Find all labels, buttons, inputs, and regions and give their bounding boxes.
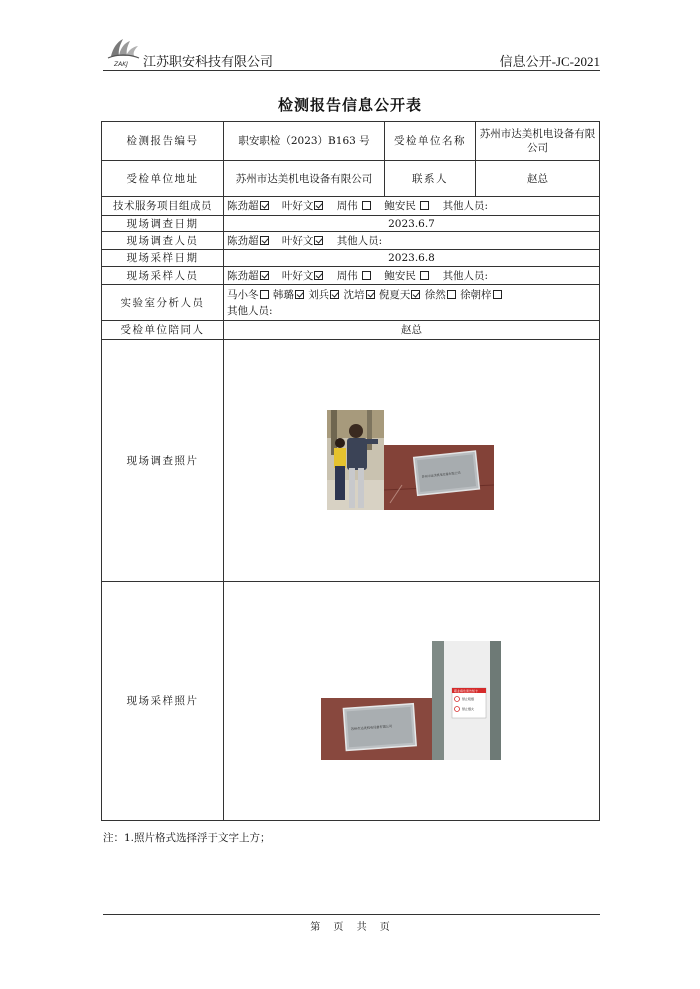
checkbox-unchecked <box>493 290 502 299</box>
checkbox-checked <box>314 236 323 245</box>
report-no-value: 职安职检（2023）B163 号 <box>224 122 385 161</box>
checkbox-checked <box>260 236 269 245</box>
sampling-date-value: 2023.6.8 <box>224 250 600 267</box>
survey-date-value: 2023.6.7 <box>224 216 600 232</box>
checkbox-unchecked <box>362 271 371 280</box>
table-row <box>102 216 600 232</box>
surveyor-name: 陈劲超 <box>227 234 259 247</box>
table-row <box>102 582 600 821</box>
sampling-date-label: 现场采样日期 <box>102 250 224 267</box>
other-surveyors: 其他人员: <box>336 234 383 247</box>
svg-text:苏州市达美机电设备有限公司: 苏州市达美机电设备有限公司 <box>350 724 393 732</box>
checkbox-checked <box>330 290 339 299</box>
table-row <box>102 285 600 321</box>
other-analysts: 其他人员: <box>227 304 273 317</box>
page-number: 第 页 共 页 <box>310 922 390 933</box>
escort-label: 受检单位陪同人 <box>102 321 224 340</box>
checkbox-checked <box>411 290 420 299</box>
company-logo <box>105 34 141 68</box>
surveyors-label: 现场调查人员 <box>102 232 224 250</box>
checkbox-checked <box>295 290 304 299</box>
header-divider <box>103 70 600 71</box>
svg-text:ZAKJ: ZAKJ <box>114 61 128 68</box>
sampling-photos-label: 现场采样照片 <box>102 582 224 821</box>
table-row <box>102 267 600 285</box>
samplers-label: 现场采样人员 <box>102 267 224 285</box>
sampler-name: 周伟 <box>336 269 358 282</box>
survey-photos-cell <box>224 340 600 582</box>
checkbox-unchecked <box>362 201 371 210</box>
survey-photo-plaque <box>384 445 494 510</box>
analyst-name: 马小冬 <box>227 288 259 301</box>
sampling-photo-warning-sign <box>432 641 501 760</box>
analyst-name: 韩璐 <box>272 288 294 301</box>
table-row <box>102 321 600 340</box>
lab-analysts-list <box>224 285 600 321</box>
survey-photo-people <box>327 410 384 510</box>
footer-divider <box>103 914 600 915</box>
company-name: 江苏职安科技有限公司 <box>143 55 274 70</box>
sampling-photos-cell <box>224 582 600 821</box>
survey-date-label: 现场调查日期 <box>102 216 224 232</box>
document-code: 信息公开-JC-2021 <box>499 54 600 69</box>
analyst-name: 沈培 <box>343 288 365 301</box>
surveyors-list <box>224 232 600 250</box>
samplers-list <box>224 267 600 285</box>
checkbox-checked <box>260 271 269 280</box>
table-row <box>102 197 600 216</box>
other-members: 其他人员: <box>442 200 489 212</box>
sampler-name: 陈劲超 <box>227 269 259 282</box>
svg-text:禁止吸烟: 禁止吸烟 <box>462 697 475 701</box>
table-row <box>102 232 600 250</box>
analyst-name: 倪夏天 <box>378 288 411 301</box>
svg-text:禁止烟火: 禁止烟火 <box>462 707 475 711</box>
page-header <box>103 34 600 72</box>
team-label: 技术服务项目组成员 <box>102 197 224 216</box>
sampler-name: 鲍安民 <box>384 269 416 282</box>
member-name: 陈劲超 <box>227 200 259 212</box>
report-no-label: 检测报告编号 <box>102 122 224 161</box>
page-title: 检测报告信息公开表 <box>277 96 422 114</box>
checkbox-checked <box>314 201 323 210</box>
checkbox-unchecked <box>420 271 429 280</box>
client-name-label: 受检单位名称 <box>385 122 476 161</box>
team-members <box>224 197 600 216</box>
checkbox-unchecked <box>420 201 429 210</box>
analyst-name: 徐朝梓 <box>460 288 492 301</box>
checkbox-checked <box>366 290 375 299</box>
table-row <box>102 122 600 161</box>
contact-value: 赵总 <box>476 161 600 197</box>
analyst-name: 徐然 <box>424 288 446 301</box>
footnote: 注：1.照片格式选择浮于文字上方； <box>103 832 271 844</box>
other-samplers: 其他人员: <box>442 269 489 282</box>
table-row <box>102 161 600 197</box>
svg-text:职业病危害告知卡: 职业病危害告知卡 <box>454 689 479 693</box>
client-name-value: 苏州市达美机电设备有限公司 <box>476 122 600 161</box>
checkbox-checked <box>260 201 269 210</box>
member-name: 叶好文 <box>281 200 314 212</box>
report-info-table <box>101 121 600 821</box>
surveyor-name: 叶好文 <box>281 234 314 247</box>
escort-value: 赵总 <box>224 321 600 340</box>
checkbox-unchecked <box>260 290 269 299</box>
sampler-name: 叶好文 <box>281 269 314 282</box>
member-name: 鲍安民 <box>384 200 416 212</box>
table-row <box>102 340 600 582</box>
client-address-label: 受检单位地址 <box>102 161 224 197</box>
sampling-photo-plaque <box>321 698 432 760</box>
member-name: 周伟 <box>336 200 358 212</box>
client-address-value: 苏州市达美机电设备有限公司 <box>224 161 385 197</box>
survey-photos-label: 现场调查照片 <box>102 340 224 582</box>
analyst-name: 刘兵 <box>308 288 330 301</box>
svg-text:苏州市达美机电设备有限公司: 苏州市达美机电设备有限公司 <box>421 470 461 479</box>
lab-analysts-label: 实验室分析人员 <box>102 285 224 321</box>
checkbox-unchecked <box>447 290 456 299</box>
contact-label: 联系人 <box>385 161 476 197</box>
checkbox-checked <box>314 271 323 280</box>
table-row <box>102 250 600 267</box>
